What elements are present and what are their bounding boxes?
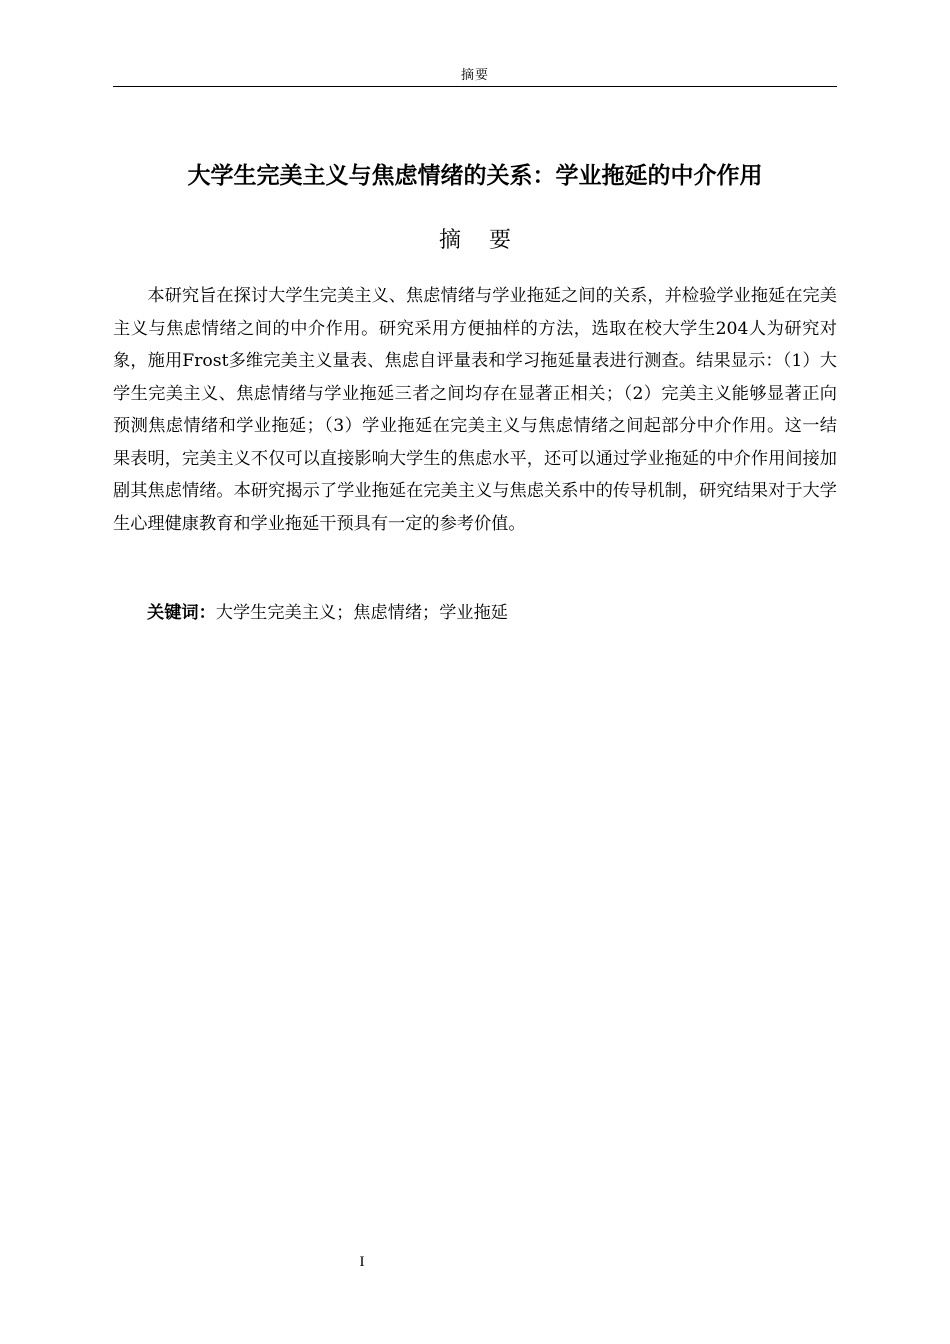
keywords-value: 大学生完美主义；焦虑情绪；学业拖延 — [215, 603, 508, 623]
document-title: 大学生完美主义与焦虑情绪的关系：学业拖延的中介作用 — [187, 163, 763, 189]
running-header: 摘要 — [460, 68, 489, 83]
keywords-line — [147, 597, 837, 629]
abstract-heading-char-1: 摘 — [438, 228, 461, 253]
page-number: I — [359, 1254, 365, 1270]
abstract-heading-char-2: 要 — [489, 228, 512, 253]
keywords-label: 关键词： — [147, 603, 216, 623]
header-rule — [113, 86, 837, 87]
abstract-heading — [113, 225, 837, 257]
abstract-body: 本研究旨在探讨大学生完美主义、焦虑情绪与学业拖延之间的关系，并检验学业拖延在完美主义与焦虑情绪之间的中介作用。研究采用方便抽样的方法，选取在校大学生204人为研究对象，施用Frost多维完美主义量表、焦虑自评量表和学习拖延量表进行测查。结果显示：（1）大学生完美主义、焦虑情绪与学业拖延三者之间均存在显著正相关；（2）完美主义能够显著正向预测焦虑情绪和学业拖延；（3）学业拖延在完美主义与焦虑情绪之间起部分中介作用。这一结果表明，完美主义不仅可以直接影响大学生的焦虑水平，还可以通过学业拖延的中介作用间接加剧其焦虑情绪。本研究揭示了学业拖延在完美主义与焦虑关系中的传导机制，研究结果对于大学生心理健康教育和学业拖延干预具有一定的参考价值。 — [113, 286, 837, 534]
